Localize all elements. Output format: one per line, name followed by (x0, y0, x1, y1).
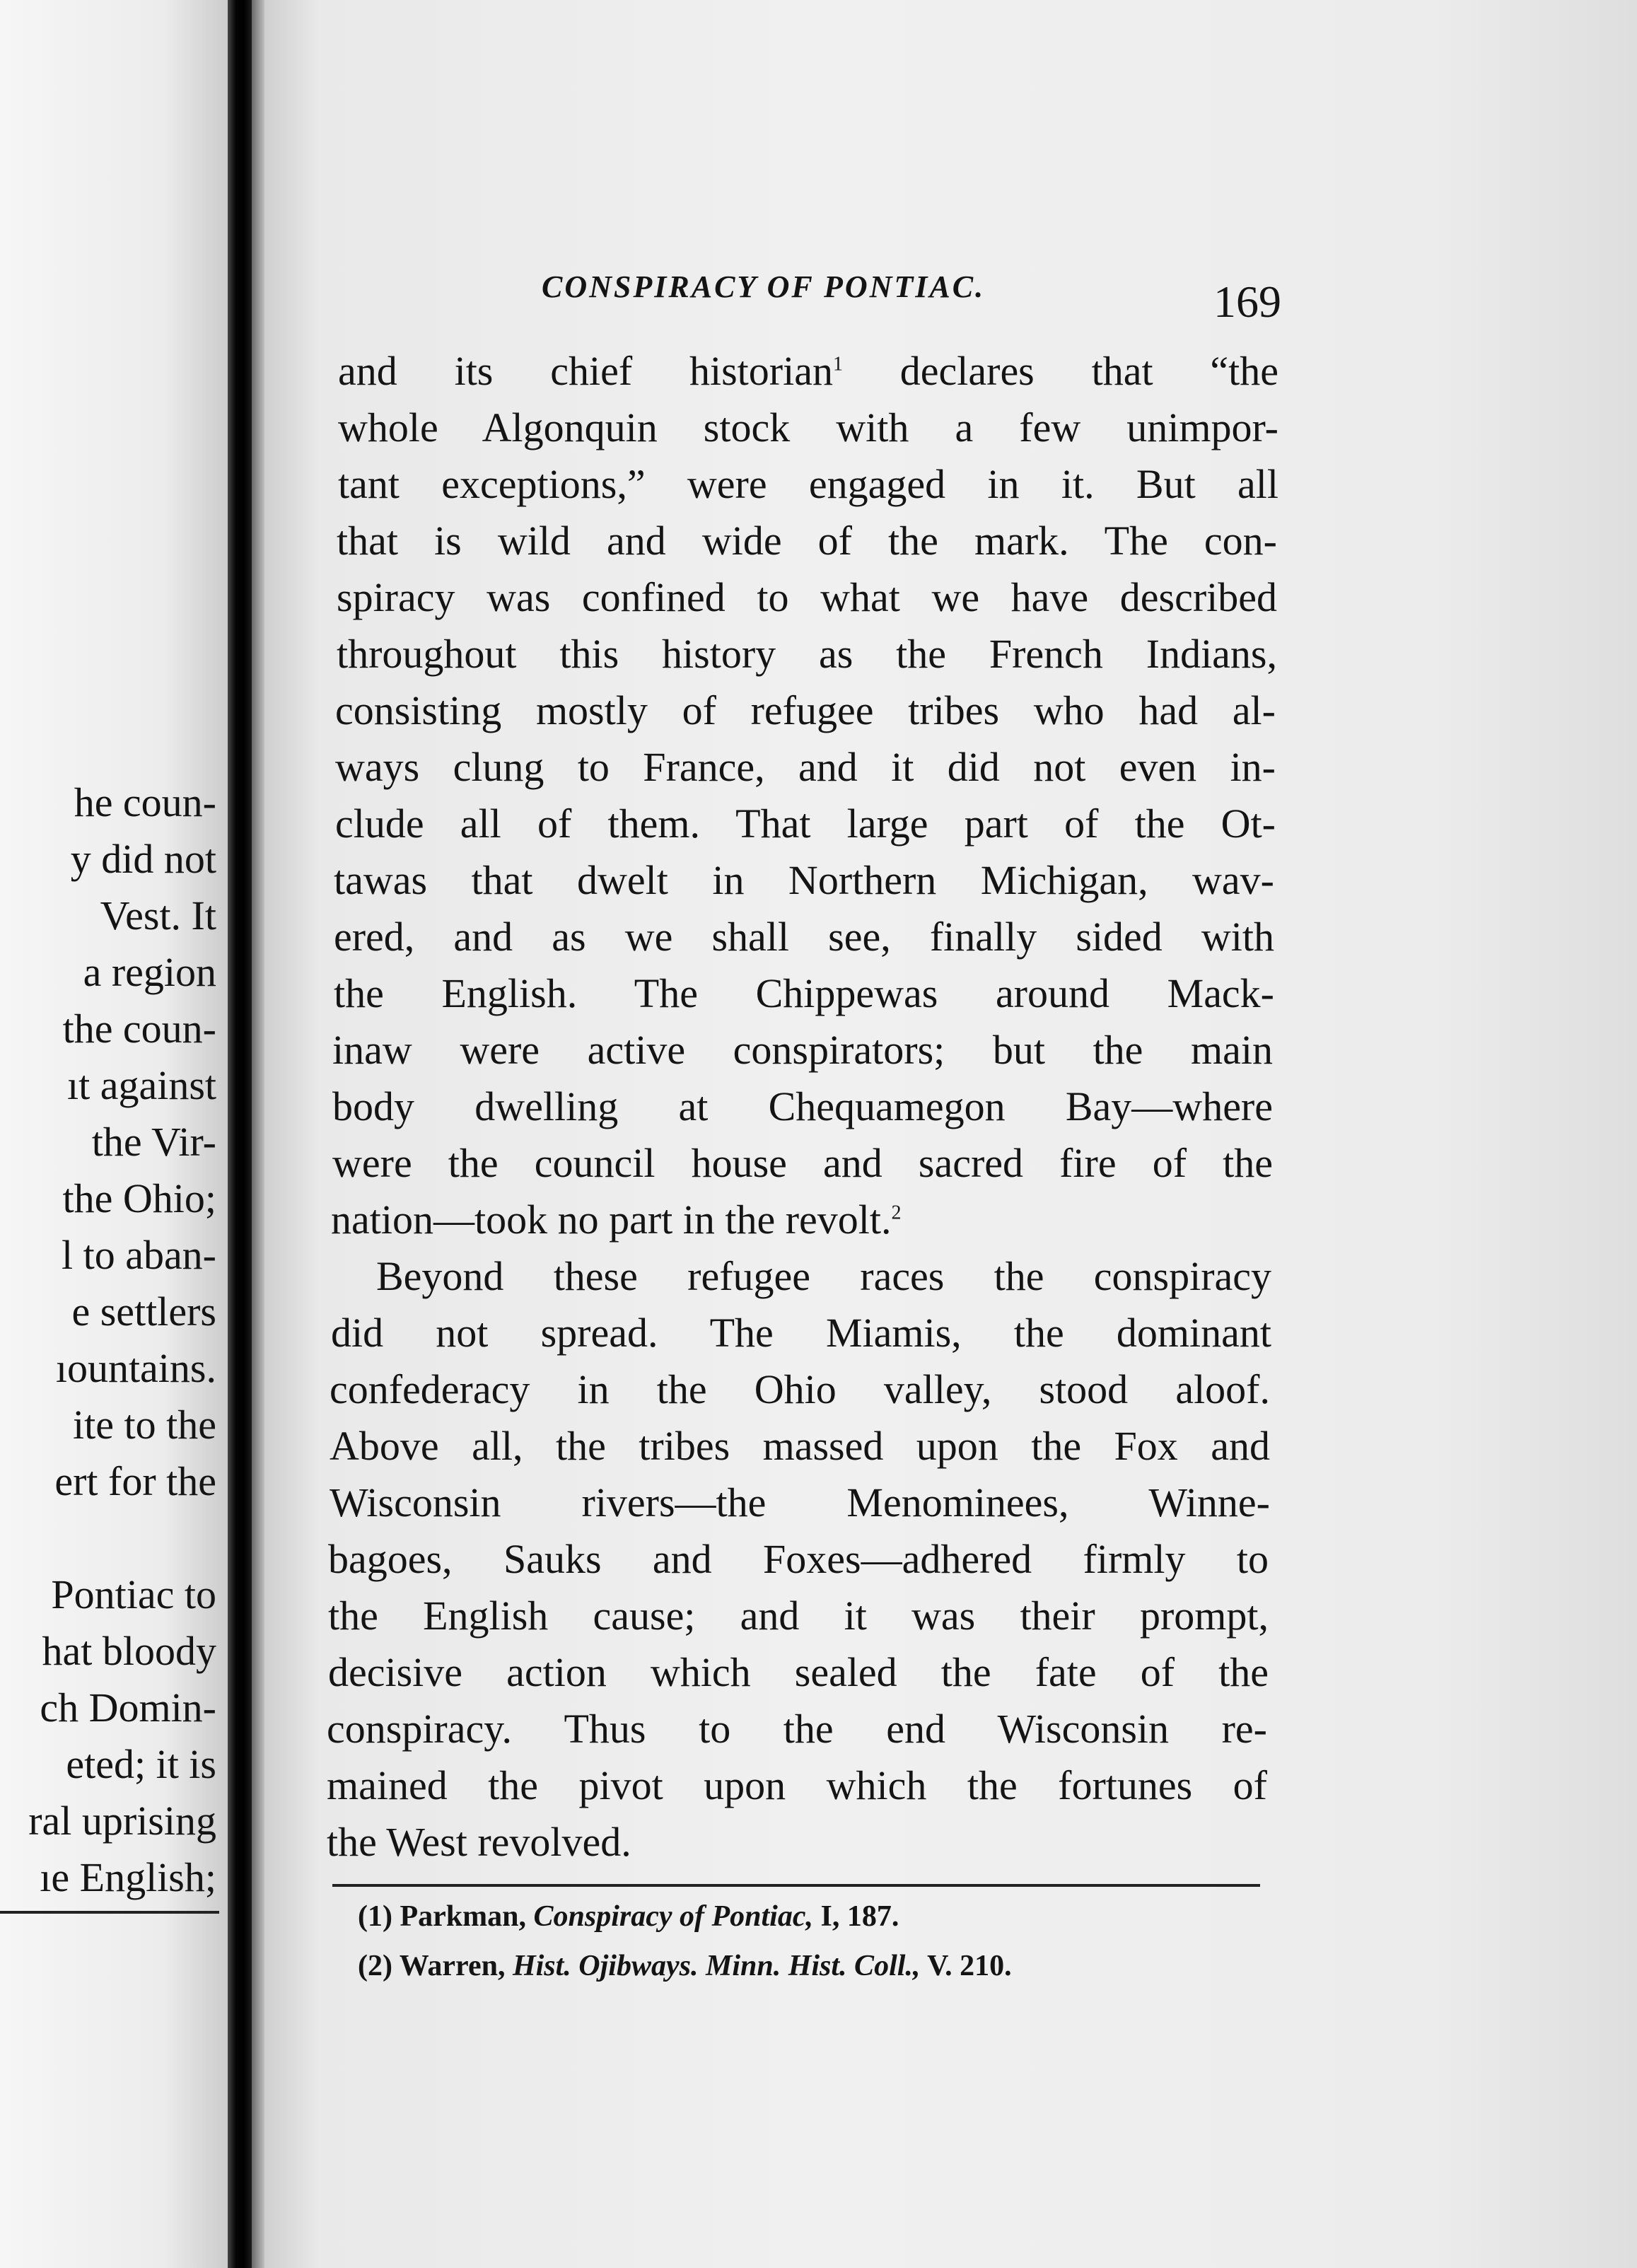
footnote-author: Parkman, (400, 1900, 526, 1933)
page-number: 169 (1213, 277, 1281, 327)
footnote-reference: V. 210. (927, 1950, 1012, 1982)
footnote-mark: 1 (832, 353, 843, 376)
body-line: Above all, the tribes massed upon the Fox and (330, 1423, 1270, 1469)
left-page-line: ıe English; (40, 1854, 216, 1900)
left-page-line: he coun- (74, 779, 216, 825)
left-page-line: ch Domin- (40, 1685, 216, 1731)
body-line: ered, and as we shall see, finally sided with (334, 914, 1274, 960)
body-line: tant exceptions,” were engaged in it. But all (338, 461, 1278, 507)
left-page-line: ıt against (66, 1062, 216, 1108)
body-line: tawas that dwelt in Northern Michigan, wav- (334, 857, 1274, 903)
left-page-line: ral uprising (28, 1798, 216, 1844)
footnote-number: (2) (358, 1950, 392, 1982)
left-page-line: hat bloody (42, 1628, 216, 1674)
left-page-line: the Ohio; (62, 1175, 216, 1221)
footnote (358, 1900, 899, 1933)
footnote-rule (332, 1884, 1260, 1887)
body-line: confederacy in the Ohio valley, stood aloof. (330, 1366, 1270, 1412)
body-line: did not spread. The Miamis, the dominant (331, 1310, 1271, 1356)
left-page-line: l to aban- (61, 1232, 216, 1278)
left-page-line: ite to the (73, 1402, 216, 1448)
left-page-line: Pontiac to (51, 1571, 216, 1617)
body-text: declares that “the (899, 348, 1278, 394)
left-page-line: Vest. It (100, 892, 216, 938)
left-page-line: the Vir- (91, 1119, 216, 1165)
left-page-line: eted; it is (66, 1741, 216, 1787)
footnote-mark: 2 (891, 1202, 902, 1224)
footnote-number: (1) (358, 1900, 392, 1933)
running-head: CONSPIRACY OF PONTIAC. (542, 269, 986, 304)
body-line: mained the pivot upon which the fortunes of (327, 1762, 1267, 1808)
left-page-line: a region (83, 949, 216, 995)
footnote (358, 1949, 1012, 1983)
page-edge-shadow (252, 0, 266, 2268)
body-line: that is wild and wide of the mark. The con- (337, 518, 1277, 564)
body-line: throughout this history as the French Indians, (337, 631, 1277, 677)
left-page-line: ıountains. (55, 1345, 216, 1391)
left-page-line: e settlers (71, 1289, 216, 1334)
body-line: the English cause; and it was their prompt, (328, 1593, 1269, 1639)
body-line: spiracy was confined to what we have described (337, 574, 1277, 620)
body-line: Beyond these refugee races the conspiracy (376, 1253, 1271, 1299)
body-line: inaw were active conspirators; but the main (332, 1027, 1273, 1073)
footnote-author: Warren, (399, 1950, 506, 1982)
left-page-footnote-rule (0, 1911, 219, 1914)
left-page-line: ert for the (54, 1458, 216, 1504)
body-text: nation—took no part in the revolt. (331, 1197, 892, 1243)
footnote-reference: I, 187. (820, 1900, 899, 1933)
left-page-line: y did not (70, 836, 216, 882)
body-line: bagoes, Sauks and Foxes—adhered firmly to (328, 1536, 1269, 1582)
body-line: the West revolved. (327, 1819, 631, 1865)
body-line: ways clung to France, and it did not even in- (335, 744, 1276, 790)
left-page (0, 0, 233, 2268)
body-text: and its chief historian (338, 348, 833, 394)
left-page-line: the coun- (62, 1006, 216, 1052)
body-line (338, 347, 1278, 396)
body-line: the English. The Chippewas around Mack- (334, 970, 1274, 1016)
body-line: decisive action which sealed the fate of the (328, 1649, 1269, 1695)
body-line: consisting mostly of refugee tribes who had al- (335, 687, 1276, 733)
body-line: were the council house and sacred fire of the (332, 1140, 1273, 1186)
body-line: Wisconsin rivers—the Menominees, Winne- (330, 1479, 1270, 1525)
body-line: conspiracy. Thus to the end Wisconsin re- (327, 1706, 1267, 1752)
body-line: whole Algonquin stock with a few unimpor- (338, 405, 1278, 450)
footnote-title: Conspiracy of Pontiac, (533, 1900, 813, 1933)
body-line (331, 1195, 1271, 1245)
footnote-title: Hist. Ojibways. Minn. Hist. Coll., (512, 1950, 921, 1982)
body-line: clude all of them. That large part of the Ot- (335, 801, 1276, 847)
book-gutter (228, 0, 255, 2268)
body-line: body dwelling at Chequamegon Bay—where (332, 1083, 1273, 1129)
